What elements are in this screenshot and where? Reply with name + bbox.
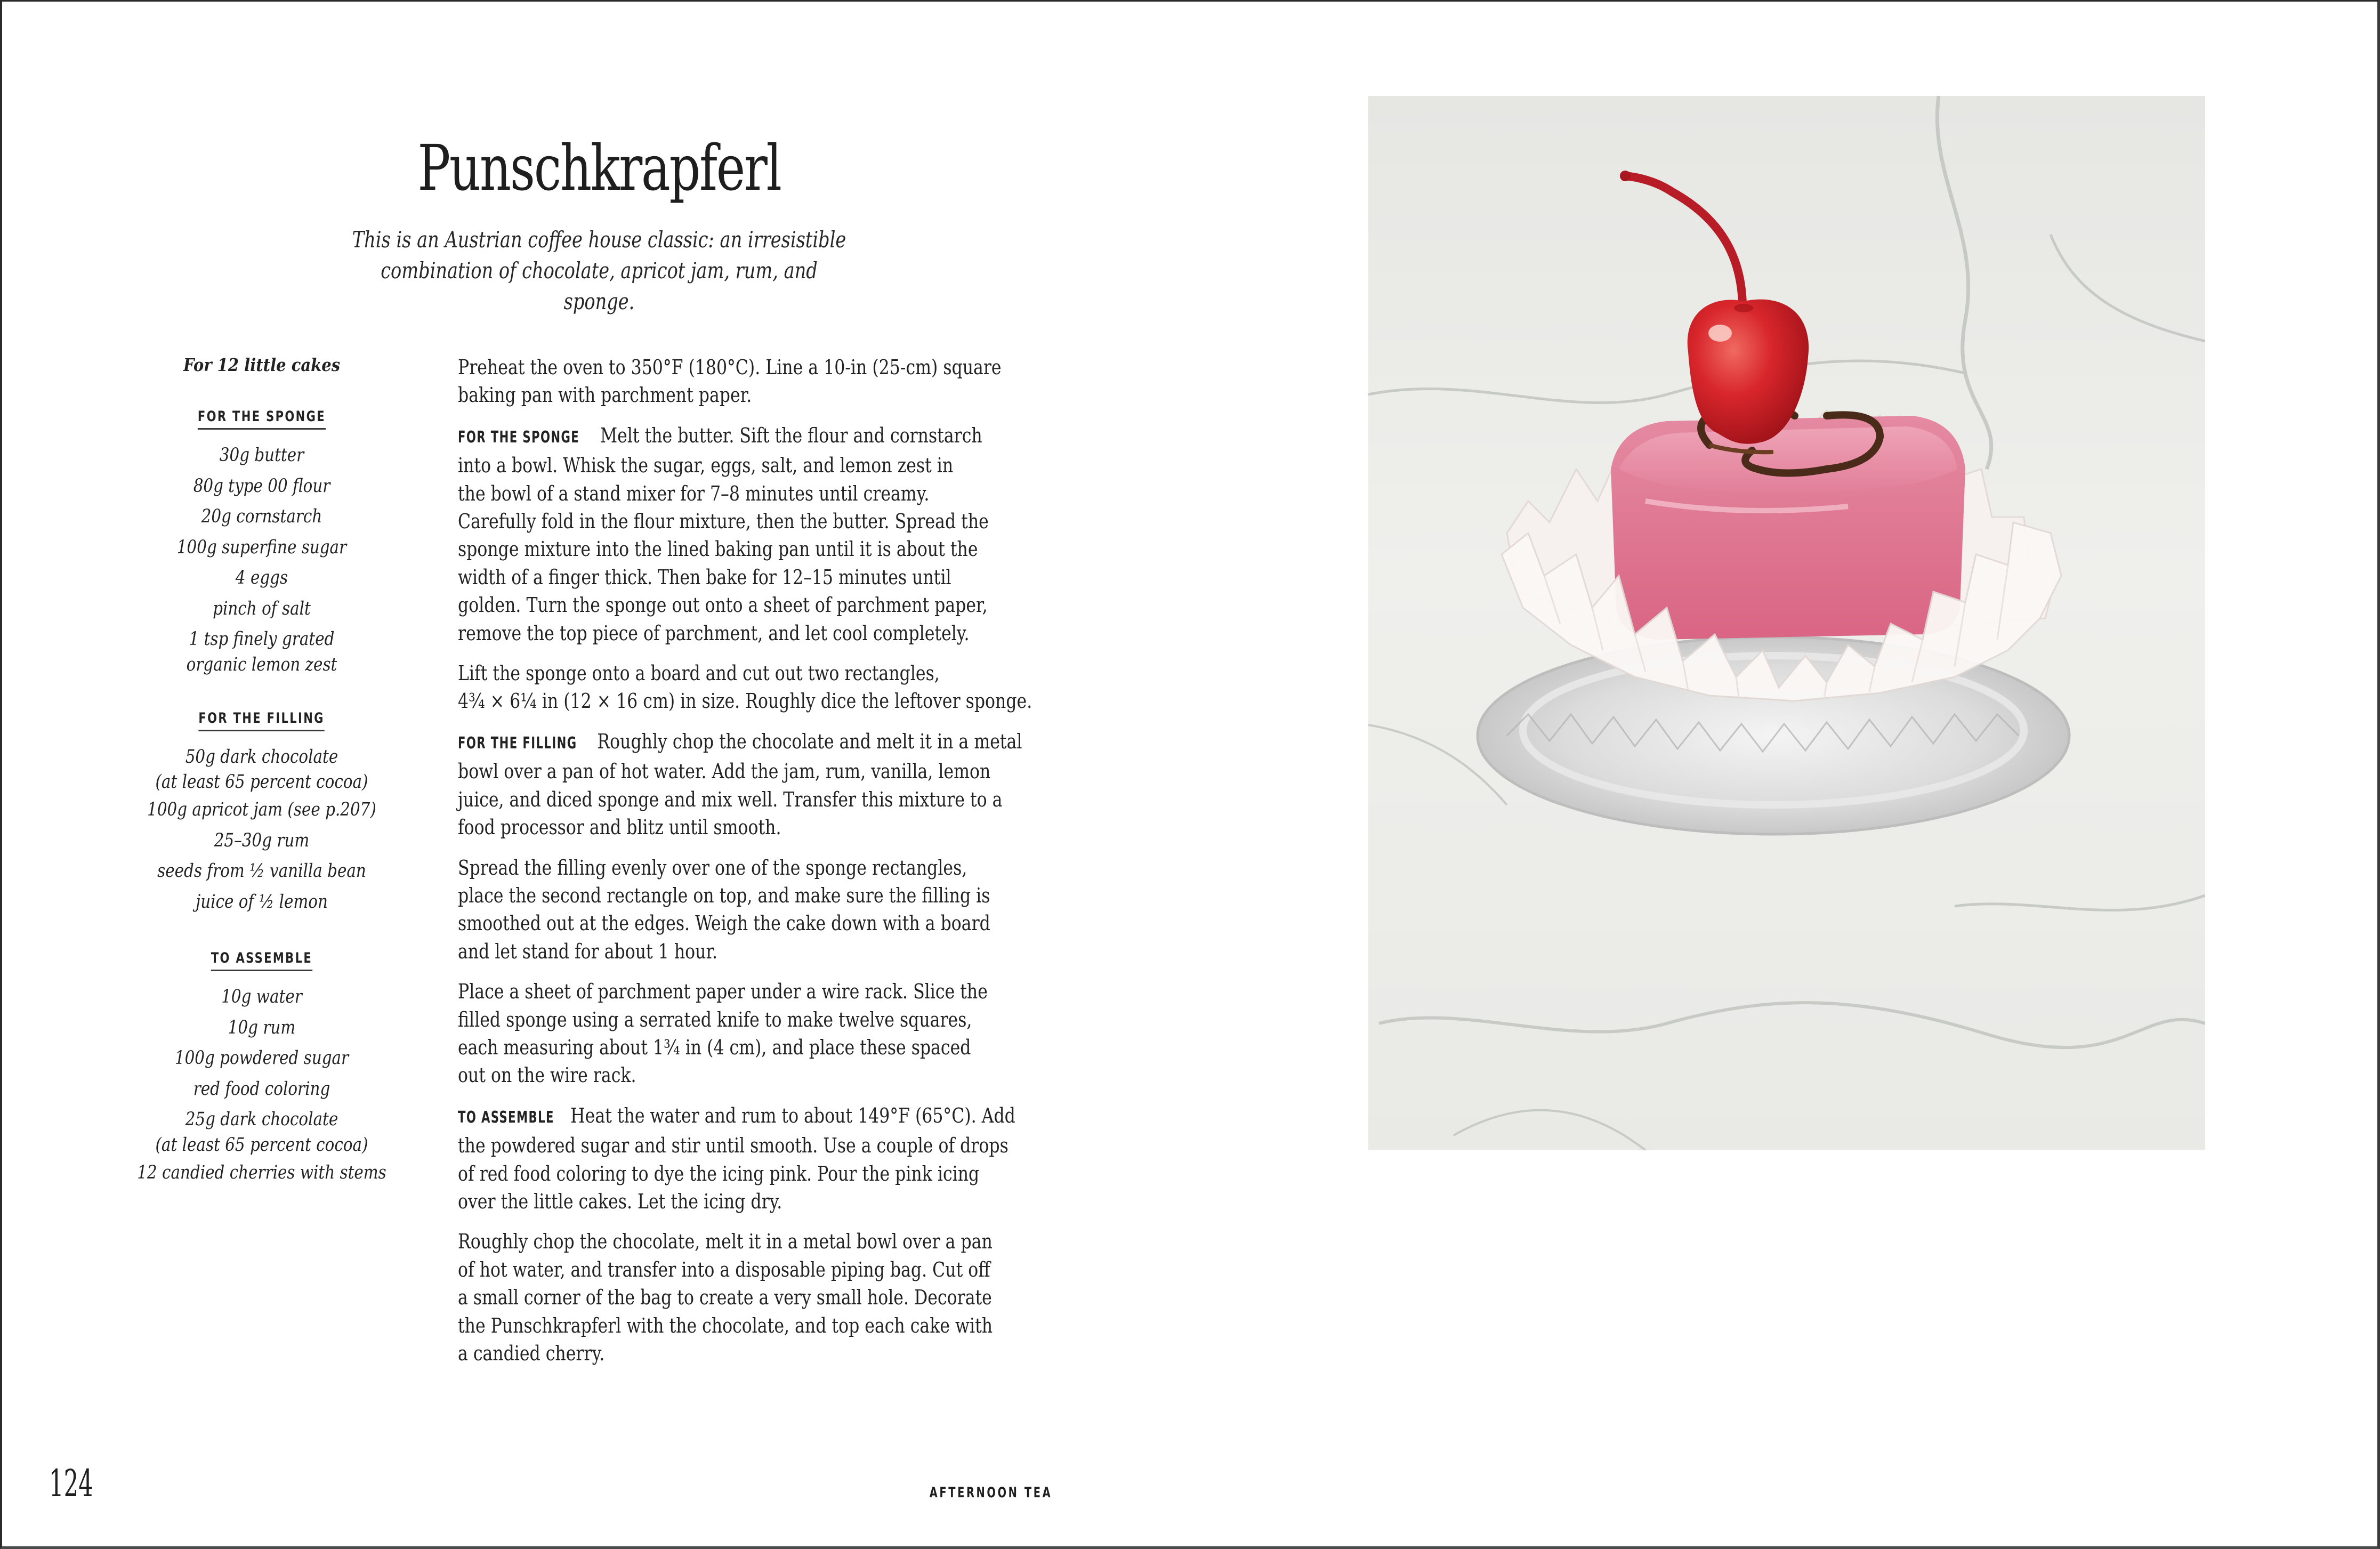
method-line: Carefully fold in the flour mixture, then the butter. Spread the (458, 510, 989, 534)
recipe-intro-line: This is an Austrian coffee house classic: an irresistible (352, 227, 846, 253)
method-line: Spread the filling evenly over one of the sponge rectangles, (458, 856, 967, 880)
ingredient-item: 100g superfine sugar (176, 536, 347, 558)
ingredient-group-sponge (112, 409, 411, 677)
method-paragraph (458, 854, 1060, 966)
ingredient-item: 10g rum (228, 1016, 296, 1038)
method-line: a candied cherry. (458, 1342, 605, 1365)
method-column (458, 353, 1060, 1379)
method-line: food processor and blitz until smooth. (458, 816, 781, 840)
ingredient-group-filling (112, 711, 411, 918)
method-line: out on the wire rack. (458, 1063, 636, 1087)
method-line: of hot water, and transfer into a disposable piping bag. Cut off (458, 1257, 990, 1281)
ingredient-item: 1 tsp finely grated (189, 628, 335, 650)
recipe-intro-line: combination of chocolate, apricot jam, rum, and sponge. (381, 257, 818, 314)
ingredient-group-heading: FOR THE SPONGE (198, 409, 326, 430)
method-line: filled sponge using a serrated knife to make twelve squares, (458, 1007, 972, 1031)
method-line: Roughly chop the chocolate, melt it in a metal bowl over a pan (458, 1230, 993, 1254)
recipe-yield: For 12 little cakes (183, 354, 341, 375)
ingredient-item: (at least 65 percent cocoa) (155, 771, 368, 793)
method-line: the Punschkrapferl with the chocolate, and top each cake with (458, 1313, 993, 1337)
method-paragraph-assemble (458, 1102, 1060, 1216)
cake-icing-top (1619, 426, 1957, 493)
method-line: baking pan with parchment paper. (458, 383, 752, 407)
recipe-intro (343, 224, 855, 317)
method-line: into a bowl. Whisk the sugar, eggs, salt, and lemon zest in (458, 454, 954, 478)
ingredient-item: 12 candied cherries with stems (137, 1161, 386, 1183)
method-step-label: FOR THE FILLING (458, 733, 577, 753)
method-line: remove the top piece of parchment, and let cool completely. (458, 621, 970, 645)
method-line-text: Roughly chop the chocolate and melt it in a metal (597, 729, 1022, 753)
method-line: width of a finger thick. Then bake for 12–15 minutes until (458, 565, 951, 589)
method-line (458, 422, 1060, 451)
ingredients-column (112, 354, 411, 1188)
method-line-text: Melt the butter. Sift the flour and cornstarch (600, 423, 982, 447)
method-paragraph (458, 659, 1060, 715)
ingredient-item: (at least 65 percent cocoa) (155, 1134, 368, 1156)
ingredient-item: pinch of salt (213, 598, 311, 619)
method-paragraph-filling (458, 728, 1060, 842)
method-line: over the little cakes. Let the icing dry. (458, 1189, 782, 1213)
method-line (458, 1102, 1060, 1132)
ingredient-item: 4 eggs (235, 567, 288, 588)
ingredient-item: seeds from ½ vanilla bean (157, 860, 366, 882)
recipe-photo (1368, 96, 2205, 1150)
ingredient-group-assemble (112, 950, 411, 1188)
method-line: a small corner of the bag to create a very small hole. Decorate (458, 1286, 992, 1310)
method-paragraph (458, 1228, 1060, 1367)
ingredient-item: juice of ½ lemon (196, 891, 328, 913)
ingredient-item: red food coloring (193, 1078, 330, 1100)
section-running-head: AFTERNOON TEA (929, 1485, 1053, 1501)
ingredient-item: 30g butter (219, 445, 304, 466)
ingredient-group-heading: FOR THE FILLING (199, 711, 325, 731)
method-line: smoothed out at the edges. Weigh the cake down with a board (458, 911, 990, 935)
method-line: the bowl of a stand mixer for 7–8 minutes until creamy. (458, 481, 930, 505)
ingredient-item: organic lemon zest (186, 654, 337, 675)
ingredient-item: 100g powdered sugar (174, 1047, 349, 1069)
ingredient-group-heading: TO ASSEMBLE (211, 950, 312, 971)
recipe-title: Punschkrapferl (417, 131, 781, 205)
cake-photo-illustration (1368, 96, 2205, 1150)
method-line: 4¾ × 6¼ in (12 × 16 cm) in size. Roughly dice the leftover sponge. (458, 689, 1032, 713)
method-line: golden. Turn the sponge out onto a sheet of parchment paper, (458, 593, 988, 617)
page-number: 124 (49, 1462, 93, 1505)
method-step-label: FOR THE SPONGE (458, 427, 580, 447)
method-line: sponge mixture into the lined baking pan until it is about the (458, 537, 978, 561)
method-line: Place a sheet of parchment paper under a wire rack. Slice the (458, 980, 988, 1004)
method-line: and let stand for about 1 hour. (458, 939, 718, 963)
method-line: the powdered sugar and stir until smooth. Use a couple of drops (458, 1134, 1009, 1158)
method-paragraph-sponge (458, 422, 1060, 647)
method-line: of red food coloring to dye the icing pink. Pour the pink icing (458, 1161, 980, 1185)
method-paragraph (458, 978, 1060, 1090)
method-line (458, 728, 1060, 757)
method-step-label: TO ASSEMBLE (458, 1108, 554, 1127)
method-line: Preheat the oven to 350°F (180°C). Line a 10-in (25-cm) square (458, 356, 1002, 379)
method-line: each measuring about 1¾ in (4 cm), and place these spaced (458, 1035, 971, 1059)
method-paragraph (458, 353, 1060, 409)
ingredient-item: 10g water (221, 986, 302, 1007)
ingredient-item: 20g cornstarch (201, 506, 322, 527)
method-line: Lift the sponge onto a board and cut out two rectangles, (458, 661, 940, 685)
method-line: juice, and diced sponge and mix well. Transfer this mixture to a (458, 787, 1003, 811)
method-line: bowl over a pan of hot water. Add the jam, rum, vanilla, lemon (458, 760, 991, 784)
ingredient-item: 80g type 00 flour (193, 475, 330, 497)
ingredient-item: 25g dark chocolate (185, 1109, 338, 1130)
ingredient-item: 25–30g rum (214, 829, 310, 851)
method-line: place the second rectangle on top, and make sure the filling is (458, 883, 990, 907)
ingredient-item: 50g dark chocolate (185, 746, 338, 768)
method-line-text: Heat the water and rum to about 149°F (65°C). Add (570, 1103, 1015, 1127)
ingredient-item: 100g apricot jam (see p.207) (147, 799, 376, 820)
